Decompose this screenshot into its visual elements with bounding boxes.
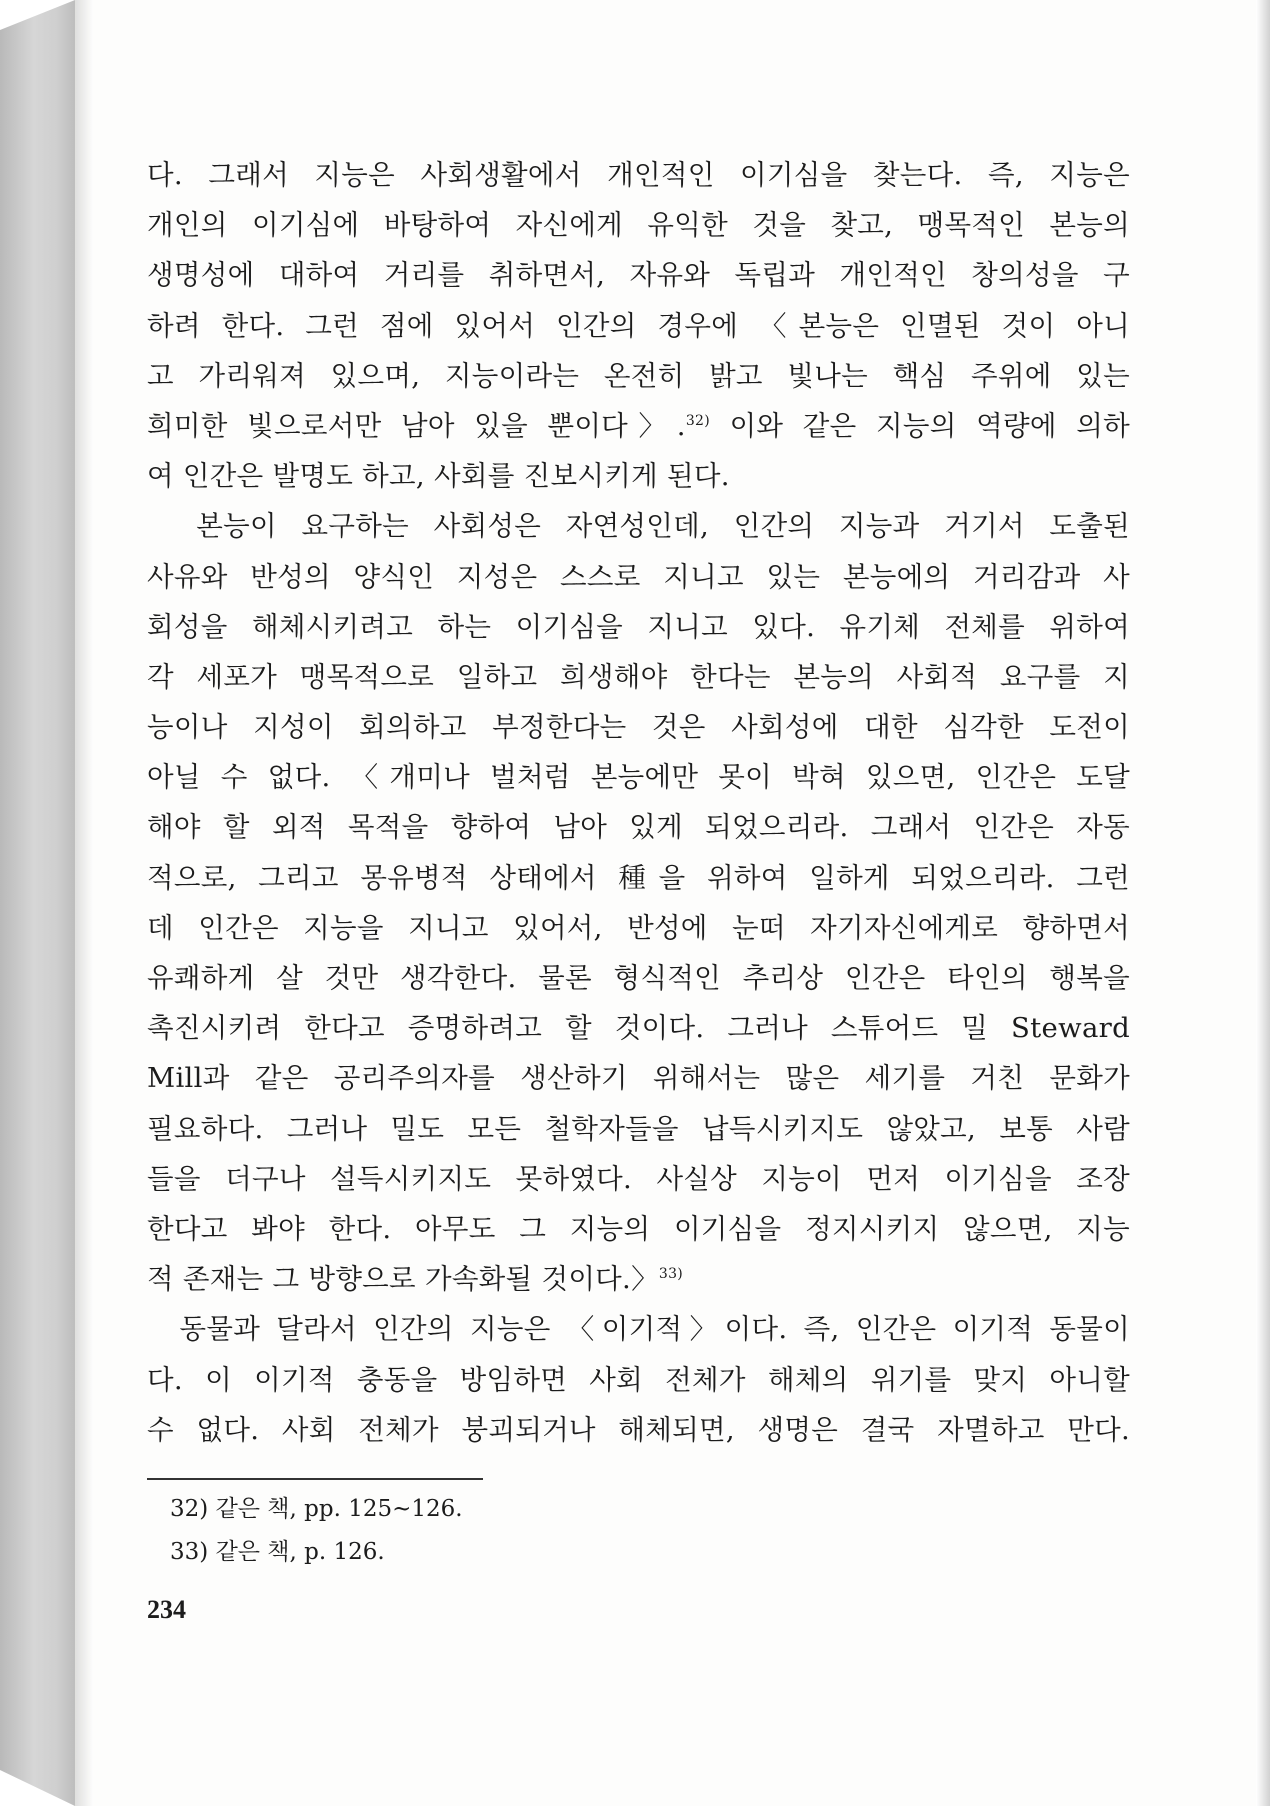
text-line: 사유와 반성의 양식인 지성은 스스로 지니고 있는 본능에의 거리감과 사 — [147, 560, 1130, 593]
footnote-number: 33) — [170, 1539, 209, 1565]
text-line: 하려 한다. 그런 점에 있어서 인간의 경우에 〈본능은 인멸된 것이 아니 — [147, 309, 1130, 342]
text-line: 적으로, 그리고 몽유병적 상태에서 種을 위하여 일하게 되었으리라. 그런 — [147, 861, 1130, 894]
text-segment: 적 존재는 그 방향으로 가속화될 것이다.〉 — [147, 1263, 659, 1296]
text-line: 해야 할 외적 목적을 향하여 남아 있게 되었으리라. 그래서 인간은 자동 — [147, 811, 1130, 844]
text-line: 아닐 수 없다. 〈개미나 벌처럼 본능에만 못이 박혀 있으면, 인간은 도달 — [147, 761, 1130, 794]
book-page-edge — [0, 0, 75, 1806]
footnote-32 — [170, 1488, 463, 1531]
footnote-ref-33: 33) — [658, 1266, 684, 1283]
text-line: 수 없다. 사회 전체가 붕괴되거나 해체되면, 생명은 결국 자멸하고 만다. — [147, 1413, 1130, 1446]
text-segment: 이와 같은 지능의 역량에 의하 — [729, 409, 1130, 442]
text-line-with-footnote — [147, 401, 1130, 451]
text-line: 유쾌하게 살 것만 생각한다. 물론 형식적인 추리상 인간은 타인의 행복을 — [147, 962, 1130, 994]
page-number: 234 — [147, 1595, 186, 1624]
text-line: 데 인간은 지능을 지니고 있어서, 반성에 눈떠 자기자신에게로 향하면서 — [147, 911, 1130, 944]
footnote-text: 같은 책, pp. 125~126. — [215, 1496, 463, 1522]
body-text — [147, 150, 1130, 1455]
text-line: 본능이 요구하는 사회성은 자연성인데, 인간의 지능과 거기서 도출된 — [147, 510, 1130, 543]
footnote-divider — [147, 1478, 483, 1480]
text-line: 한다고 봐야 한다. 아무도 그 지능의 이기심을 정지시키지 않으면, 지능 — [147, 1212, 1130, 1245]
page-right-shadow — [1256, 0, 1270, 1806]
text-line: 능이나 지성이 회의하고 부정한다는 것은 사회성에 대한 심각한 도전이 — [147, 711, 1130, 744]
text-line: 다. 그래서 지능은 사회생활에서 개인적인 이기심을 찾는다. 즉, 지능은 — [147, 159, 1130, 191]
text-line: 고 가리워져 있으며, 지능이라는 온전히 밝고 빛나는 핵심 주위에 있는 — [147, 359, 1130, 392]
text-line: 필요하다. 그러나 밀도 모든 철학자들을 납득시키지도 않았고, 보통 사람 — [147, 1112, 1130, 1145]
footnote-33 — [170, 1531, 463, 1574]
footnote-text: 같은 책, p. 126. — [215, 1539, 385, 1565]
text-line: 회성을 해체시키려고 하는 이기심을 지니고 있다. 유기체 전체를 위하여 — [147, 610, 1130, 643]
text-line: 촉진시키려 한다고 증명하려고 할 것이다. 그러나 스튜어드 밀 Steward — [147, 1012, 1130, 1045]
text-line: 여 인간은 발명도 하고, 사회를 진보시키게 된다. — [147, 460, 730, 493]
footnote-ref-32: 32) — [685, 412, 711, 429]
text-line: 생명성에 대하여 거리를 취하면서, 자유와 독립과 개인적인 창의성을 구 — [147, 259, 1130, 292]
text-line-with-footnote — [147, 1254, 1130, 1304]
text-line: Mill과 같은 공리주의자를 생산하기 위해서는 많은 세기를 거친 문화가 — [147, 1062, 1130, 1095]
text-line: 각 세포가 맹목적으로 일하고 희생해야 한다는 본능의 사회적 요구를 지 — [147, 660, 1130, 693]
footnote-number: 32) — [170, 1496, 209, 1522]
text-line: 들을 더구나 설득시키지도 못하였다. 사실상 지능이 먼저 이기심을 조장 — [147, 1162, 1130, 1195]
text-line: 개인의 이기심에 바탕하여 자신에게 유익한 것을 찾고, 맹목적인 본능의 — [147, 209, 1130, 242]
text-segment: 희미한 빛으로서만 남아 있을 뿐이다〉. — [147, 409, 686, 442]
text-line: 다. 이 이기적 충동을 방임하면 사회 전체가 해체의 위기를 맞지 아니할 — [147, 1363, 1130, 1396]
footnotes — [170, 1488, 463, 1574]
page-gutter-shadow — [75, 0, 93, 1806]
text-line: 동물과 달라서 인간의 지능은 〈이기적〉이다. 즉, 인간은 이기적 동물이 — [147, 1313, 1130, 1346]
